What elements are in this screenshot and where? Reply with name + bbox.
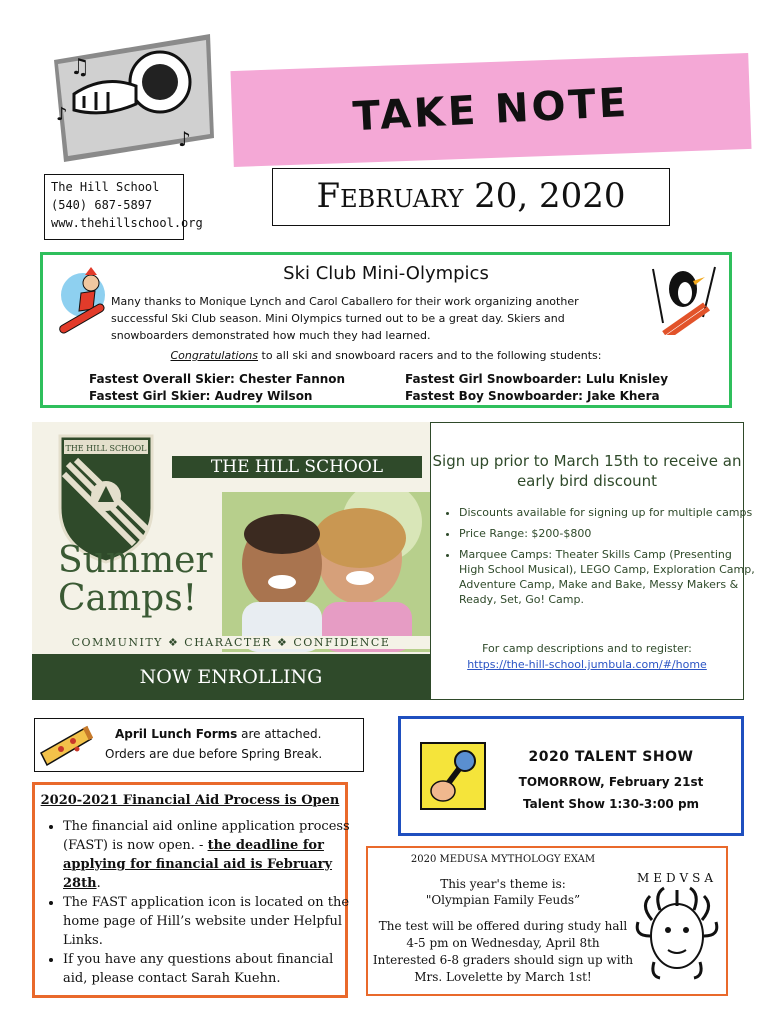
summer-camps-banner [32, 422, 430, 700]
svg-text:♪: ♪ [56, 104, 68, 125]
talent-show-title: 2020 TALENT SHOW [528, 749, 694, 765]
list-item: • If you have any questions about financial aid, please contact Sarah Kuehn. [63, 950, 359, 988]
camp-info-list [439, 505, 759, 613]
svg-text:♫: ♫ [70, 55, 90, 80]
camp-banner-school: THE HILL SCHOOL [172, 456, 422, 478]
ski-section-body: Many thanks to Monique Lynch and Carol Caballero for their work organizing another successful Ski Club season. Mini Olympics turned out to be a great day. Skiers and snowboarders demonstrated how much they had learned. [111, 295, 579, 342]
tuba-clipart-icon [44, 34, 220, 162]
medusa-info-l4: Mrs. Lovelette by March 1st! [414, 970, 592, 984]
lunch-line-1 [115, 727, 321, 741]
camp-register-block [431, 641, 743, 673]
talent-show-section [398, 716, 744, 836]
winner-item: Fastest Overall Skier: Chester Fannon [89, 372, 346, 386]
medusa-info-l1: The test will be offered during study hall [378, 919, 628, 933]
medusa-info [368, 918, 638, 986]
ski-club-section [40, 252, 732, 408]
pizza-slice-icon [37, 723, 93, 769]
school-website: www.thehillschool.org [51, 216, 203, 230]
school-contact-box [44, 174, 203, 240]
winner-item: Fastest Boy Snowboarder: Jake Khera [405, 389, 660, 403]
svg-text:♪: ♪ [178, 127, 191, 151]
list-item: • The FAST application icon is located on the home page of Hill’s website under Helpful Links. [63, 893, 359, 950]
winners-left-column [89, 371, 345, 405]
take-note-banner [230, 53, 751, 167]
medusa-exam-section [366, 846, 728, 996]
lunch-forms-rest: are attached. [237, 727, 322, 741]
financial-aid-title: 2020-2021 Financial Aid Process is Open [40, 793, 340, 808]
camp-info-headline: Sign up prior to March 15th to receive an early bird discount [432, 452, 742, 490]
financial-aid-section [32, 782, 348, 998]
banner-title: TAKE NOTE [351, 79, 631, 141]
school-phone: (540) 687-5897 [51, 198, 153, 212]
medusa-theme-l1: This year's theme is: [440, 877, 566, 891]
list-item [63, 817, 359, 893]
ski-section-title: Ski Club Mini-Olympics [283, 263, 489, 284]
lunch-line-2: Orders are due before Spring Break. [105, 747, 323, 761]
medusa-art-text: MEDVSA [636, 871, 718, 885]
winners-right-column [405, 371, 668, 405]
talent-show-date: TOMORROW, February 21st [518, 775, 704, 789]
fin-item1-text: The financial aid online application process (FAST) is now open. - [63, 819, 350, 853]
fin-deadline: the deadline for applying for financial aid is February 28th [63, 838, 333, 891]
list-item: • Price Range: $200-$800 [459, 526, 759, 541]
issue-date: February 20, 2020 [272, 168, 670, 226]
medusa-info-l2: 4-5 pm on Wednesday, April 8th [406, 936, 600, 950]
medusa-head-clipart-icon [630, 866, 724, 982]
ski-congrats-line [43, 349, 729, 362]
school-name: The Hill School [51, 180, 160, 194]
camp-banner-title: Summer Camps! [58, 540, 213, 619]
kids-photo [222, 492, 430, 652]
talent-show-time: Talent Show 1:30-3:00 pm [522, 797, 700, 811]
congrats-lead: Congratulations [170, 349, 259, 362]
list-item: • Discounts available for signing up for multiple camps [459, 505, 759, 520]
lunch-forms-bold: April Lunch Forms [115, 727, 238, 741]
microphone-clipart-icon [419, 741, 487, 811]
winner-item: Fastest Girl Snowboarder: Lulu Knisley [405, 372, 669, 386]
medusa-theme-l2: "Olympian Family Feuds” [425, 893, 581, 907]
camp-register-text: For camp descriptions and to register: [482, 642, 692, 655]
camp-register-link[interactable]: https://the-hill-school.jumbula.com/#/home [467, 658, 707, 671]
financial-aid-list [41, 817, 359, 988]
medusa-info-l3: Interested 6-8 graders should sign up with [372, 953, 634, 967]
fin-item1-end: . [96, 876, 101, 891]
lunch-forms-notice [34, 718, 364, 772]
medusa-theme [368, 876, 638, 908]
winner-item: Fastest Girl Skier: Audrey Wilson [89, 389, 313, 403]
penguin-skier-clipart-icon [643, 263, 723, 335]
medusa-title: 2020 MEDUSA MYTHOLOGY EXAM [410, 854, 596, 865]
list-item: • Marquee Camps: Theater Skills Camp (Presenting High School Musical), LEGO Camp, Exploration Camp, Adventure Camp, Make and Bake, Messy Makers & Ready, Set, Go! Camp. [459, 547, 759, 607]
congrats-rest: to all ski and snowboard racers and to the following students: [258, 349, 602, 362]
camp-info-panel [430, 422, 755, 700]
camp-banner-enroll: NOW ENROLLING [139, 666, 323, 688]
crest-text: THE HILL SCHOOL [65, 444, 147, 453]
camp-banner-values: COMMUNITY ❖ CHARACTER ❖ CONFIDENCE [32, 636, 430, 649]
